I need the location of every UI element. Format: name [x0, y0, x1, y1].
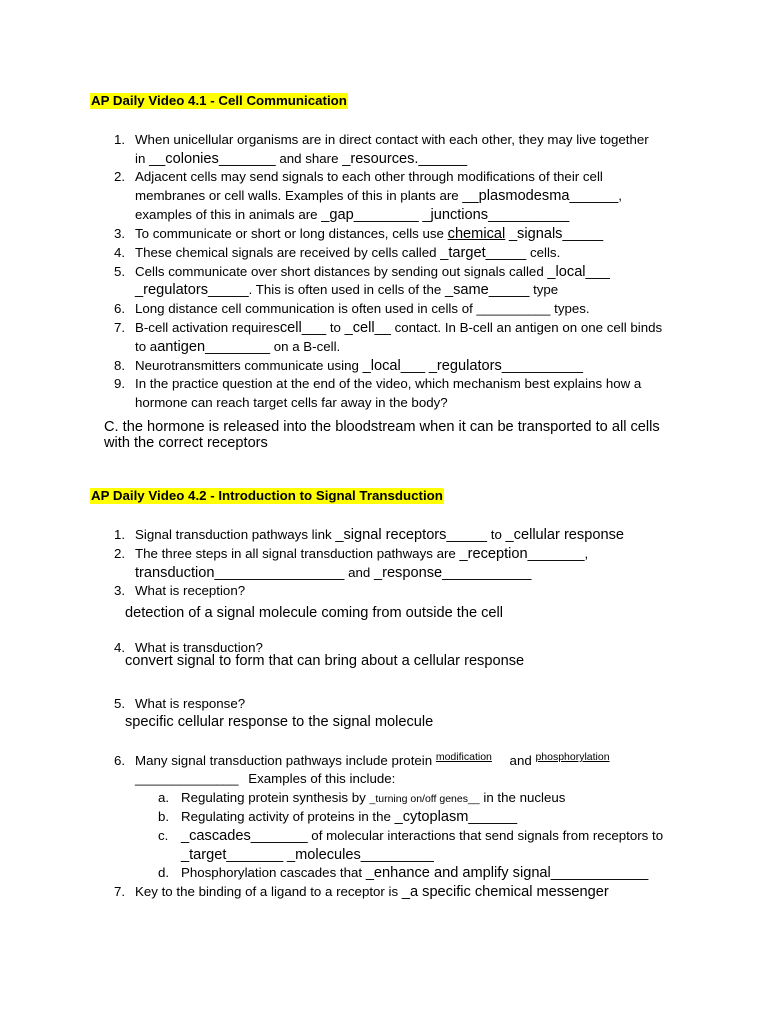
s2-q6c-line2	[181, 846, 434, 864]
q6-post: types.	[554, 301, 590, 316]
section1-heading: AP Daily Video 4.1 - Cell Communication	[91, 93, 347, 108]
q3-text: To communicate or short or long distances, cells use	[135, 226, 444, 241]
q7-answer-antigen: antigen________	[157, 339, 270, 355]
q1-text: When unicellular organisms are in direct contact with each other, they may live together	[135, 132, 649, 147]
q6-text: Long distance cell communication is often used in cells of	[135, 301, 473, 316]
q5-post: type	[533, 282, 559, 297]
q1-line2	[135, 150, 467, 168]
q2-answer-junctions: _junctions__________	[422, 207, 570, 223]
q5-line2	[135, 281, 558, 299]
q2-line2	[135, 187, 622, 205]
s2-q2-and: and	[348, 565, 371, 580]
q5-answer-local: _local___	[547, 264, 610, 280]
s2-q6c-answer-cascades: _cascades_______	[181, 828, 308, 844]
q2-comma: ,	[618, 188, 622, 203]
s2-q6-blank: ______________	[135, 771, 239, 786]
s2-q6d-letter: d.	[158, 865, 170, 880]
q6-number: 6.	[114, 301, 126, 316]
q8-answer-local: _local___	[362, 358, 426, 374]
s2-q6a-post: in the nucleus	[483, 790, 566, 805]
s2-q4-number: 4.	[114, 640, 126, 655]
q6-line	[135, 300, 590, 317]
s2-q2-text: The three steps in all signal transduction pathways are	[135, 546, 456, 561]
q4-post: cells.	[529, 245, 561, 260]
s2-q2-answer-response: _response___________	[373, 565, 532, 581]
q3-answer-signals: _signals_____	[508, 226, 604, 242]
s2-q1-answer-receptors: _signal receptors_____	[335, 527, 488, 543]
q9-line2: hormone can reach target cells far away in the body?	[135, 395, 448, 410]
q1-number: 1.	[114, 132, 126, 147]
q7-text: B-cell activation requires	[135, 320, 280, 335]
q5-text: Cells communicate over short distances by sending out signals called	[135, 264, 544, 279]
s2-q1-to: to	[490, 527, 502, 542]
s2-q2-comma: ,	[584, 546, 589, 561]
s2-q6d-answer: _enhance and amplify signal____________	[365, 865, 649, 881]
q9-number: 9.	[114, 376, 126, 391]
q8-line	[135, 357, 583, 375]
q2-number: 2.	[114, 169, 126, 184]
s2-q5-answer: specific cellular response to the signal molecule	[125, 714, 434, 730]
s2-q7-number: 7.	[114, 884, 126, 899]
s2-q6b-text: Regulating activity of proteins in the	[181, 809, 391, 824]
q9-line1: In the practice question at the end of the video, which mechanism best explains how a	[135, 376, 642, 391]
s2-q5-number: 5.	[114, 696, 126, 711]
q5-number: 5.	[114, 264, 126, 279]
q7-to: to	[329, 320, 341, 335]
s2-q7-answer: _a specific chemical messenger	[401, 884, 609, 900]
q1-answer-resources: _resources.______	[342, 151, 468, 167]
s2-q1-line	[135, 526, 624, 544]
q7-line2	[135, 338, 340, 356]
s2-q1-number: 1.	[114, 527, 126, 542]
s2-q3-answer: detection of a signal molecule coming from outside the cell	[125, 605, 504, 621]
s2-q5-text: What is response?	[135, 696, 246, 711]
s2-q6c-text: of molecular interactions that send signals from receptors to	[311, 828, 664, 843]
q7-line1	[135, 319, 662, 337]
s2-q6-line2-text: Examples of this include:	[248, 771, 396, 786]
s2-q3-number: 3.	[114, 583, 126, 598]
q8-number: 8.	[114, 358, 126, 373]
q6-blank: __________	[476, 301, 551, 316]
q5-answer-same: _same_____	[444, 282, 530, 298]
q7-answer-cell2: _cell__	[344, 320, 391, 336]
q9-answer-line1: C. the hormone is released into the bloodstream when it can be transported to all cells	[104, 419, 660, 435]
s2-q2-line2	[135, 564, 531, 582]
q2-line1: Adjacent cells may send signals to each other through modifications of their cell	[135, 169, 603, 184]
s2-q6d-text: Phosphorylation cascades that	[181, 865, 363, 880]
q5-answer-regulators: _regulators_____	[135, 282, 249, 298]
q2-answer-plasmodesma: __plasmodesma______	[462, 188, 619, 204]
q7-line2-pre: to a	[135, 339, 158, 354]
s2-q3-text: What is reception?	[135, 583, 246, 598]
s2-q6-and: and	[509, 753, 532, 768]
q2-line3	[135, 206, 569, 224]
q1-answer-colonies: __colonies_______	[149, 151, 276, 167]
section2-heading: AP Daily Video 4.2 - Introduction to Signal Transduction	[91, 488, 443, 503]
q4-answer-target: _target_____	[440, 245, 527, 261]
q4-text: These chemical signals are received by cells called	[135, 245, 437, 260]
s2-q2-answer-transduction: transduction________________	[135, 565, 345, 581]
s2-q6c-letter: c.	[158, 828, 169, 843]
s2-q6-number: 6.	[114, 753, 126, 768]
q7-line2-post: on a B-cell.	[273, 339, 341, 354]
s2-q6-text: Many signal transduction pathways include protein	[135, 753, 433, 768]
q2-line3-text: examples of this in animals are	[135, 207, 318, 222]
s2-q7-line	[135, 883, 609, 901]
q9-answer-line2: with the correct receptors	[104, 435, 268, 451]
s2-q4-answer: convert signal to form that can bring about a cellular response	[125, 653, 525, 669]
s2-q1-answer-response: _cellular response	[505, 527, 624, 543]
q1-share: and share	[279, 151, 339, 166]
q4-line	[135, 244, 560, 262]
s2-q2-answer-reception: _reception_______	[459, 546, 585, 562]
s2-q6-line2	[135, 770, 395, 787]
q7-answer-cell1: cell___	[279, 320, 327, 336]
s2-q6c-answer-molecules: _molecules_________	[286, 847, 434, 863]
q5-line1	[135, 263, 610, 281]
s2-q6a-line	[181, 789, 565, 808]
q8-text: Neurotransmitters communicate using	[135, 358, 359, 373]
s2-q6-answer-modification: modification	[435, 751, 492, 763]
s2-q6-line1	[135, 752, 619, 771]
s2-q6d-line	[181, 864, 648, 882]
q1-in: in	[135, 151, 146, 166]
q7-line1-post: contact. In B-cell an antigen on one cell binds	[394, 320, 663, 335]
q2-answer-gap: _gap________	[321, 207, 419, 223]
s2-q7-text: Key to the binding of a ligand to a receptor is	[135, 884, 399, 899]
s2-q6-answer-phosphorylation: phosphorylation	[535, 751, 610, 763]
s2-q6a-answer: _turning on/off genes__	[369, 793, 480, 805]
s2-q2-line1	[135, 545, 588, 563]
s2-q6b-letter: b.	[158, 809, 170, 824]
s2-q6b-answer: _cytoplasm______	[394, 809, 518, 825]
q8-answer-regulators: _regulators__________	[428, 358, 583, 374]
q3-answer-chemical: chemical	[447, 226, 506, 242]
q2-line2-text: membranes or cell walls. Examples of this in plants are	[135, 188, 459, 203]
s2-q6a-letter: a.	[158, 790, 170, 805]
s2-q6b-line	[181, 808, 517, 826]
q3-number: 3.	[114, 226, 126, 241]
s2-q6a-text: Regulating protein synthesis by	[181, 790, 366, 805]
s2-q6c-answer-target: _target_______	[181, 847, 284, 863]
q5-line2-text: . This is often used in cells of the	[248, 282, 442, 297]
q3-line	[135, 225, 603, 243]
s2-q1-text: Signal transduction pathways link	[135, 527, 332, 542]
s2-q2-number: 2.	[114, 546, 126, 561]
s2-q4-text: What is transduction?	[135, 640, 263, 655]
q4-number: 4.	[114, 245, 126, 260]
s2-q6c-line1	[181, 827, 663, 845]
q7-number: 7.	[114, 320, 126, 335]
